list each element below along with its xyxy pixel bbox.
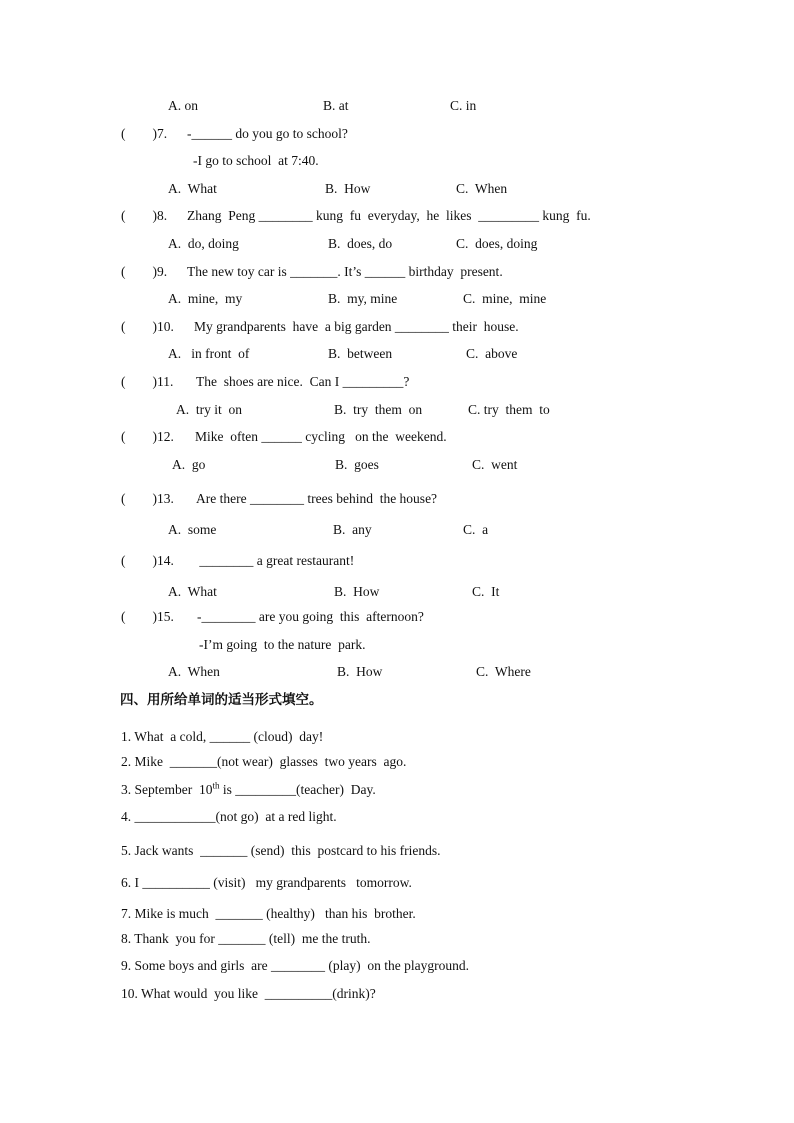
q12-text: Mike often ______ cycling on the weekend.: [195, 429, 447, 444]
q14-text: ________ a great restaurant!: [196, 553, 355, 568]
q7-text: -______ do you go to school?: [187, 126, 348, 141]
fill-item-9: 9. Some boys and girls are ________ (play) on the playground.: [121, 958, 469, 973]
q8-option-c: C. does, doing: [456, 236, 538, 251]
q15-option-a: A. When: [168, 664, 220, 679]
q8-option-b: B. does, do: [328, 236, 393, 251]
fill-item-3-sup: th: [212, 780, 220, 791]
q15-answer-line: -I’m going to the nature park.: [199, 637, 366, 652]
q6-option-c: C. in: [450, 98, 477, 113]
q12-number: ( )12.: [121, 429, 174, 444]
q13-text: Are there ________ trees behind the house?: [196, 491, 438, 506]
fill-item-4: 4. ____________(not go) at a red light.: [121, 809, 337, 824]
q11-number: ( )11.: [121, 374, 174, 389]
fill-item-7: 7. Mike is much _______ (healthy) than his brother.: [121, 906, 416, 921]
q14-number: ( )14.: [121, 553, 174, 568]
q7-option-c: C. When: [456, 181, 508, 196]
q11-option-c: C. try them to: [468, 402, 550, 417]
q15-option-c: C. Where: [476, 664, 531, 679]
q10-number: ( )10.: [121, 319, 174, 334]
q11-text: The shoes are nice. Can I _________?: [196, 374, 410, 389]
section-4-title: 四、用所给单词的适当形式填空。: [120, 692, 323, 708]
q8-text: Zhang Peng ________ kung fu everyday, he likes _________ kung fu.: [187, 208, 591, 223]
q7-option-b: B. How: [325, 181, 371, 196]
q10-option-a: A. in front of: [168, 346, 250, 361]
q15-number: ( )15.: [121, 609, 174, 624]
q14-option-c: C. It: [472, 584, 500, 599]
q13-option-a: A. some: [168, 522, 217, 537]
fill-item-1: 1. What a cold, ______ (cloud) day!: [121, 729, 324, 744]
fill-item-8: 8. Thank you for _______ (tell) me the truth.: [121, 931, 371, 946]
q14-option-a: A. What: [168, 584, 217, 599]
q6-option-b: B. at: [323, 98, 349, 113]
q9-number: ( )9.: [121, 264, 168, 279]
q11-option-b: B. try them on: [334, 402, 423, 417]
q13-option-c: C. a: [463, 522, 489, 537]
fill-item-3-pre: 3. September 10: [121, 782, 213, 797]
q8-number: ( )8.: [121, 208, 168, 223]
q12-option-c: C. went: [472, 457, 518, 472]
q14-option-b: B. How: [334, 584, 380, 599]
q12-option-b: B. goes: [335, 457, 379, 472]
q8-option-a: A. do, doing: [168, 236, 239, 251]
q15-option-b: B. How: [337, 664, 383, 679]
q6-option-a: A. on: [168, 98, 198, 113]
q10-option-c: C. above: [466, 346, 518, 361]
q12-option-a: A. go: [172, 457, 206, 472]
q7-number: ( )7.: [121, 126, 168, 141]
q9-option-c: C. mine, mine: [463, 291, 547, 306]
fill-item-3: [121, 782, 376, 798]
q7-option-a: A. What: [168, 181, 217, 196]
q15-text: -________ are you going this afternoon?: [197, 609, 424, 624]
q13-number: ( )13.: [121, 491, 174, 506]
q11-option-a: A. try it on: [176, 402, 242, 417]
q7-answer-line: -I go to school at 7:40.: [193, 153, 319, 168]
q10-text: My grandparents have a big garden ________ their house.: [194, 319, 519, 334]
fill-item-5: 5. Jack wants _______ (send) this postcard to his friends.: [121, 843, 441, 858]
q9-option-a: A. mine, my: [168, 291, 243, 306]
fill-item-3-post: is _________(teacher) Day.: [219, 782, 376, 797]
q9-option-b: B. my, mine: [328, 291, 398, 306]
fill-item-6: 6. I __________ (visit) my grandparents tomorrow.: [121, 875, 412, 890]
q10-option-b: B. between: [328, 346, 393, 361]
q9-text: The new toy car is _______. It’s ______ birthday present.: [187, 264, 503, 279]
q13-option-b: B. any: [333, 522, 372, 537]
fill-item-2: 2. Mike _______(not wear) glasses two years ago.: [121, 754, 407, 769]
fill-item-10: 10. What would you like __________(drink)?: [121, 986, 376, 1001]
